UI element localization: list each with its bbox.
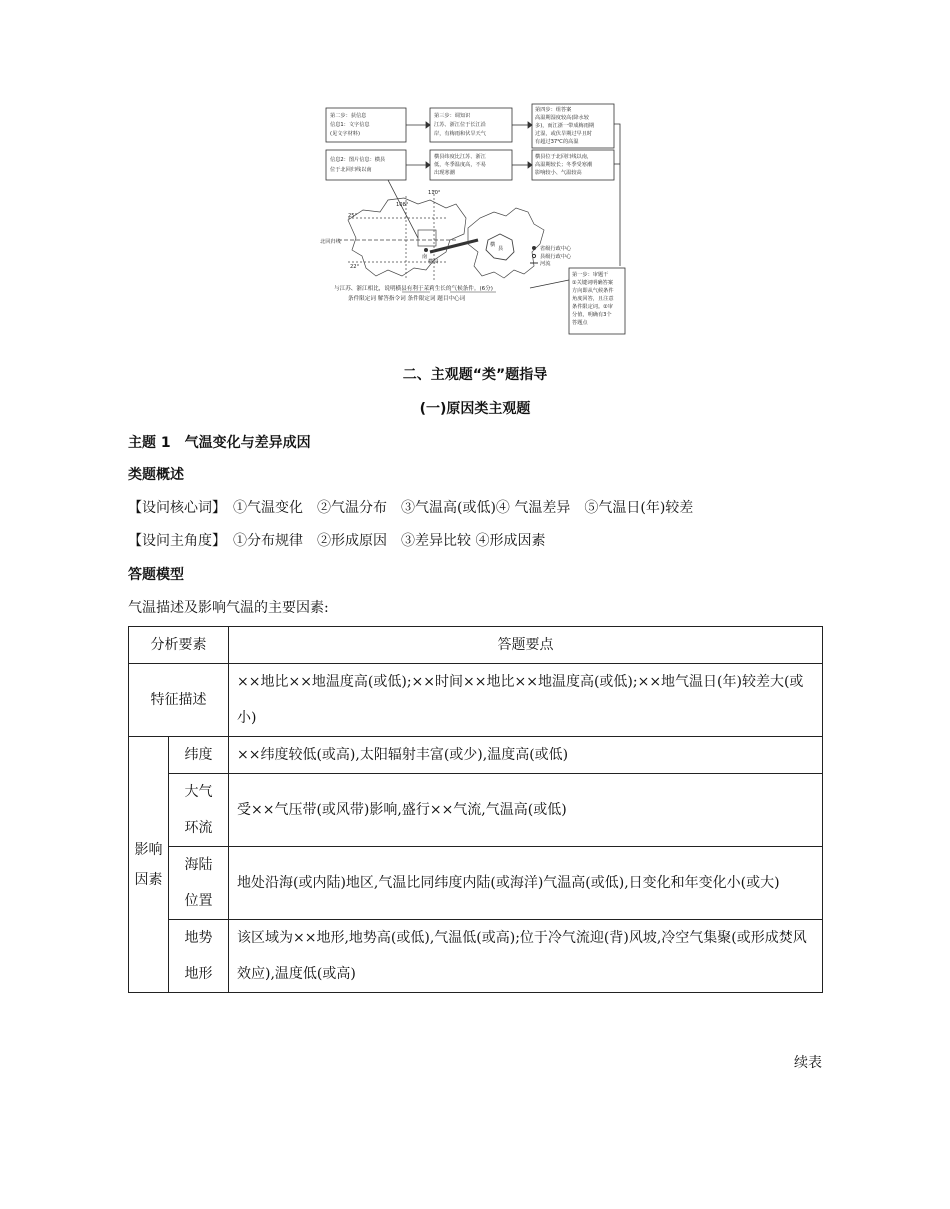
svg-text:横: 横: [490, 242, 496, 248]
svg-text:答题点: 答题点: [572, 320, 588, 326]
feature-text: ××地比××地温度高(或低);××时间××地比××地温度高(或低);××地气温日(年)较差大(或小): [229, 664, 823, 737]
table-row: [129, 737, 823, 774]
svg-text:高温期湿度较高(降水较: 高温期湿度较高(降水较: [535, 115, 589, 121]
figure-question-labels: 条件限定词 解答指令词 条件限定词 题目中心词: [348, 296, 466, 302]
svg-text:影响较小、气温较高: 影响较小、气温较高: [535, 170, 582, 176]
table-header-row: [129, 627, 823, 664]
svg-text:北回归线: 北回归线: [320, 239, 341, 245]
svg-text:出现寒潮: 出现寒潮: [434, 170, 455, 176]
core-words-line: 【设问核心词】 ①气温变化 ②气温分布 ③气温高(或低)④ 气温差异 ⑤气温日(年)较差: [128, 500, 694, 516]
table-caption: 气温描述及影响气温的主要因素:: [128, 600, 329, 616]
svg-text:方向即从气候条件: 方向即从气候条件: [572, 288, 614, 294]
feature-label: 特征描述: [129, 664, 229, 737]
row-text: 该区域为××地形,地势高(或低),气温低(或高);位于冷气流迎(背)风坡,冷空气集聚(或形成焚风效应),温度低(或高): [229, 920, 823, 993]
svg-text:位于北回归线以南: 位于北回归线以南: [330, 167, 372, 173]
figure-question: 与江苏、浙江相比，说明横县有利于茉莉生长的气候条件。(6分): [334, 286, 493, 292]
svg-text:过湿，或伏旱期过早且时: 过湿，或伏旱期过早且时: [535, 131, 593, 137]
table-row: [129, 774, 823, 847]
svg-text:108°: 108°: [396, 202, 409, 208]
subsection-title: (一)原因类主观题: [419, 401, 531, 417]
svg-text:①关键词明确答案: ①关键词明确答案: [572, 280, 613, 286]
row-factor: 纬度: [169, 737, 229, 774]
svg-text:多)，而江浙一带成梅雨期: 多)，而江浙一带成梅雨期: [535, 123, 595, 129]
svg-text:条件限定词。②审: 条件限定词。②审: [572, 304, 613, 310]
row-text: 地处沿海(或内陆)地区,气温比同纬度内陆(或海洋)气温高(或低),日变化和年变化小(或大): [229, 847, 823, 920]
svg-text:河流: 河流: [540, 261, 551, 267]
svg-text:省级行政中心: 省级行政中心: [540, 246, 572, 252]
overview-heading: 类题概述: [128, 467, 184, 483]
row-text: ××纬度较低(或高),太阳辐射丰富(或少),温度高(或低): [229, 737, 823, 774]
svg-text:22°: 22°: [350, 264, 360, 270]
box-info2: [326, 150, 406, 180]
svg-text:第一步：审题干: 第一步：审题干: [572, 272, 609, 278]
svg-text:(见文字材料): (见文字材料): [330, 131, 360, 137]
influence-label: 影响因素: [129, 737, 169, 993]
svg-text:江苏、浙江位于长江沿: 江苏、浙江位于长江沿: [434, 122, 486, 128]
reasoning-diagram: [318, 100, 633, 338]
svg-text:110°: 110°: [428, 190, 441, 196]
table-row-feature: [129, 664, 823, 737]
continued-label: 续表: [794, 1055, 822, 1071]
model-heading: 答题模型: [128, 567, 184, 583]
svg-text:信息1：文字信息: 信息1：文字信息: [330, 122, 370, 128]
svg-text:横县: 横县: [428, 259, 439, 265]
header-points: 答题要点: [229, 627, 823, 664]
step2-line1: 第二步：获信息: [330, 113, 367, 119]
row-factor: 海陆位置: [169, 847, 229, 920]
table-row: [129, 847, 823, 920]
svg-text:有超过37℃的高温: 有超过37℃的高温: [535, 139, 579, 145]
svg-text:县级行政中心: 县级行政中心: [540, 254, 572, 260]
svg-text:第三步：调知识: 第三步：调知识: [434, 113, 471, 119]
topic-title: 主题 1 气温变化与差异成因: [128, 435, 311, 451]
svg-text:县: 县: [498, 246, 504, 252]
header-factor: 分析要素: [129, 627, 229, 664]
row-factor: 大气环流: [169, 774, 229, 847]
svg-text:第四步：组答案: 第四步：组答案: [535, 107, 572, 113]
hengxian-marker: [424, 248, 428, 252]
table-row: [129, 920, 823, 993]
svg-text:低，冬季温度高，不易: 低，冬季温度高，不易: [434, 162, 486, 168]
svg-text:分值，明确有3个: 分值，明确有3个: [572, 312, 612, 318]
svg-text:25°: 25°: [348, 213, 358, 219]
svg-text:横县位于北回归线以南，: 横县位于北回归线以南，: [535, 154, 593, 160]
section-title: 二、主观题“类”题指导: [402, 367, 548, 383]
svg-text:岸，有梅雨和伏旱天气: 岸，有梅雨和伏旱天气: [434, 131, 486, 137]
angles-line: 【设问主角度】 ①分布规律 ②形成原因 ③差异比较 ④形成因素: [128, 533, 546, 549]
row-factor: 地势地形: [169, 920, 229, 993]
svg-text:高温期较长；冬季受寒潮: 高温期较长；冬季受寒潮: [535, 162, 593, 168]
svg-text:南: 南: [422, 254, 428, 260]
svg-text:角度回答，且注意: 角度回答，且注意: [572, 296, 614, 302]
diagram-svg: [318, 100, 633, 338]
svg-text:横县纬度比江苏、浙江: 横县纬度比江苏、浙江: [434, 154, 486, 160]
temperature-factors-table: [128, 626, 823, 993]
svg-text:信息2：图片信息：横县: 信息2：图片信息：横县: [330, 157, 386, 163]
row-text: 受××气压带(或风带)影响,盛行××气流,气温高(或低): [229, 774, 823, 847]
